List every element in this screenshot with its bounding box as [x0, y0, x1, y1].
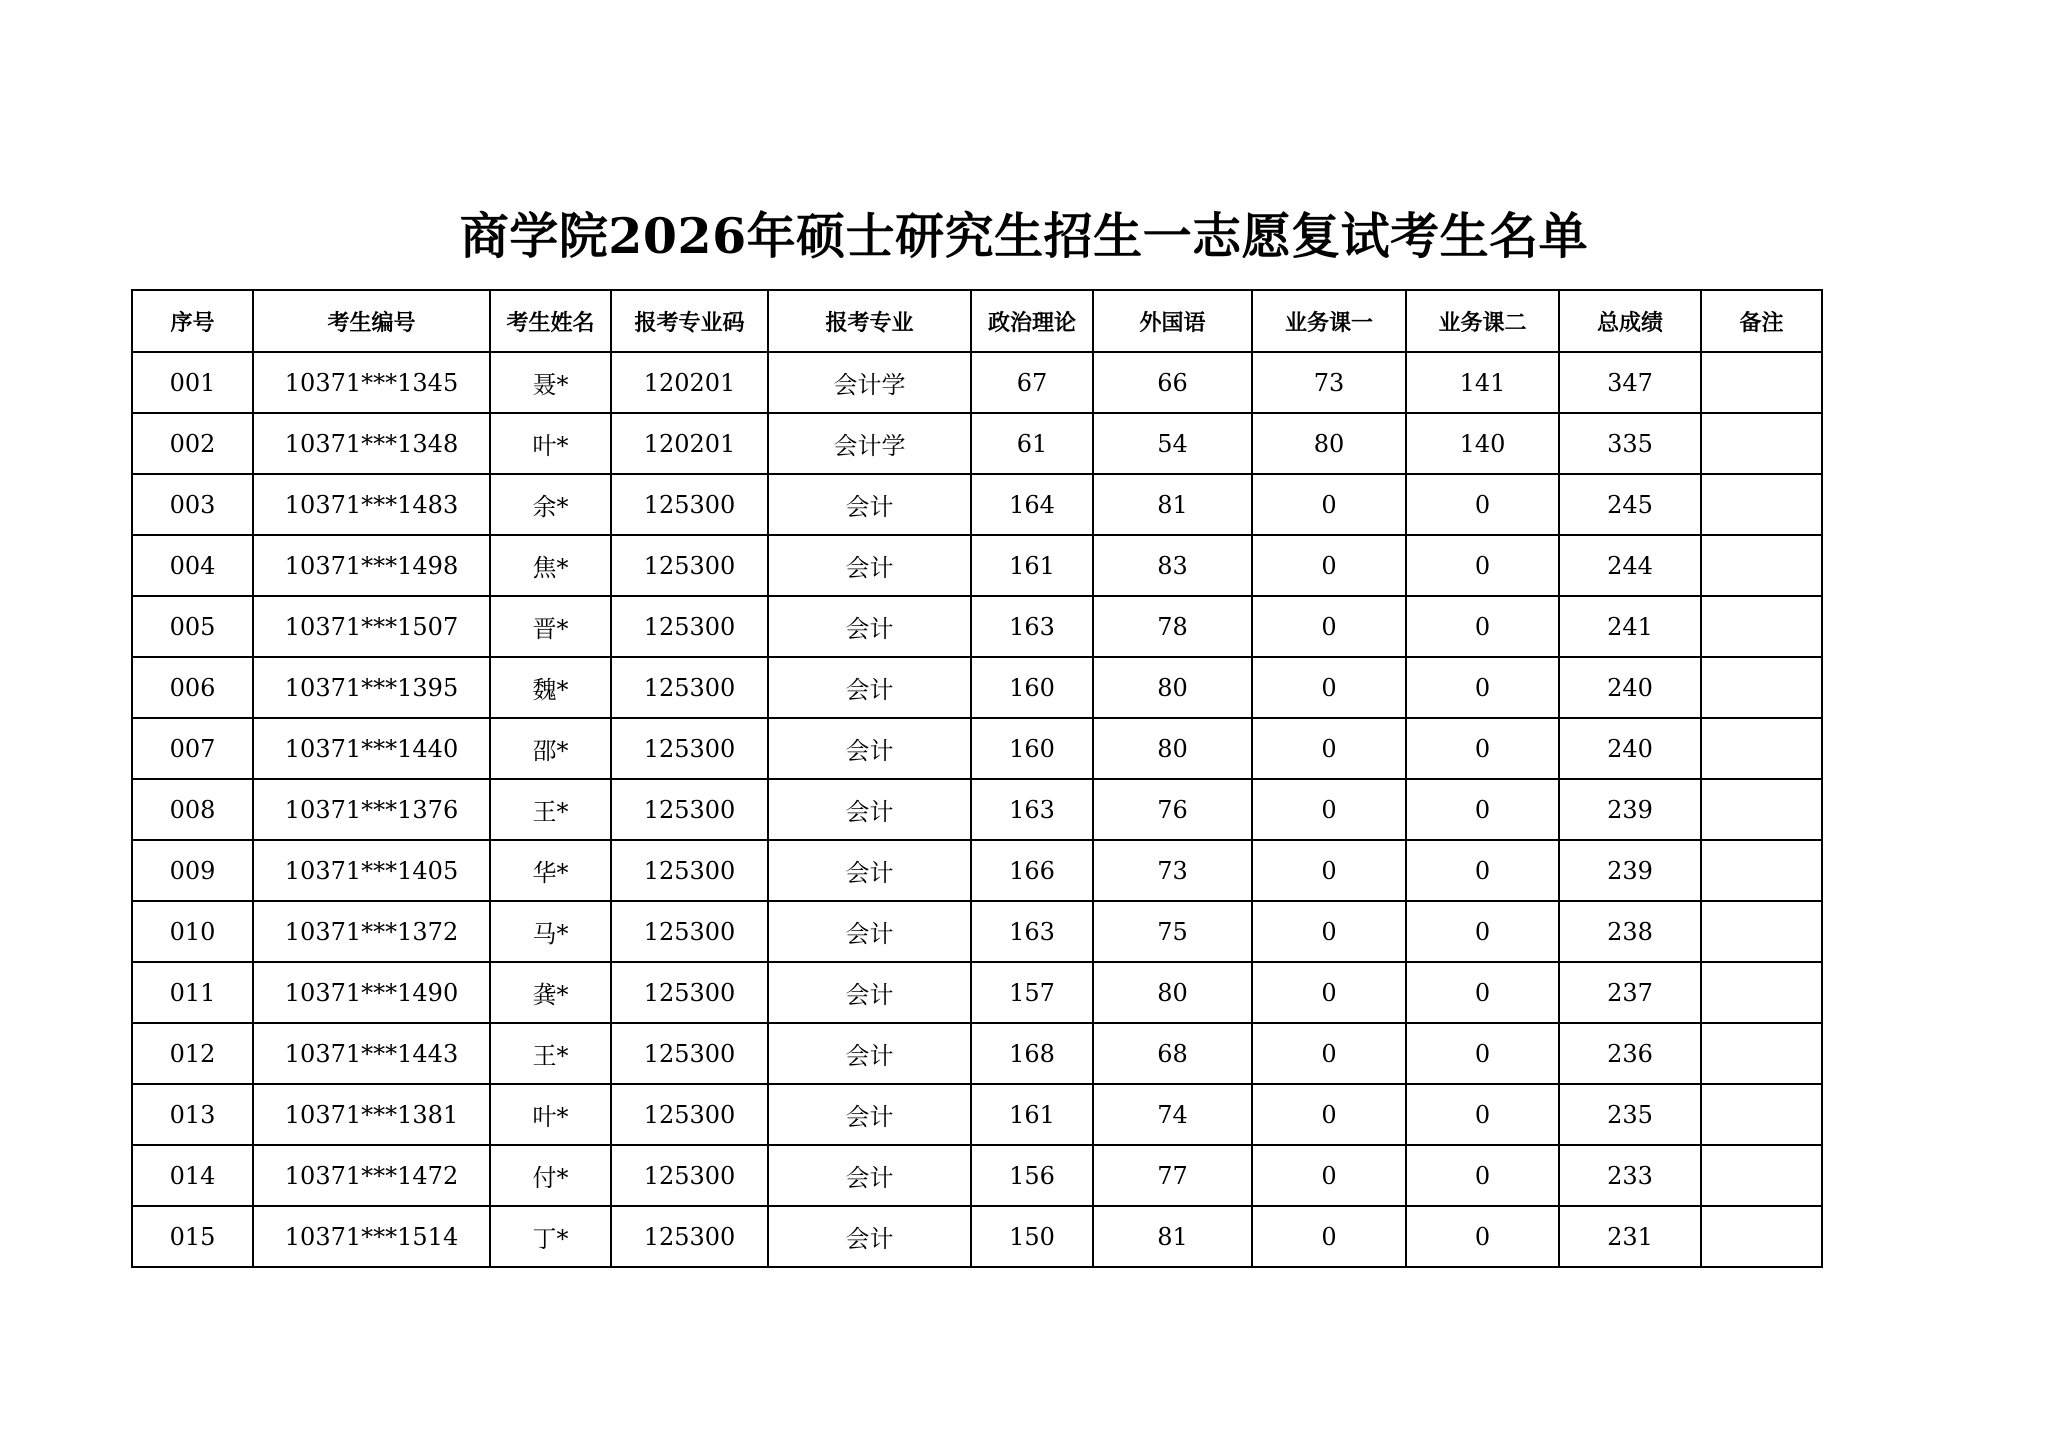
cell-seq: 006: [132, 657, 253, 718]
cell-foreign-language-score: 81: [1093, 474, 1252, 535]
cell-total-score: 244: [1559, 535, 1701, 596]
cell-foreign-language-score: 75: [1093, 901, 1252, 962]
cell-candidate-id: 10371***1372: [253, 901, 490, 962]
cell-politics-score: 157: [971, 962, 1093, 1023]
cell-candidate-id: 10371***1376: [253, 779, 490, 840]
cell-foreign-language-score: 81: [1093, 1206, 1252, 1267]
cell-candidate-name: 付*: [490, 1145, 611, 1206]
cell-major-code: 125300: [611, 1206, 768, 1267]
cell-politics-score: 163: [971, 596, 1093, 657]
cell-total-score: 241: [1559, 596, 1701, 657]
cell-subject-one-score: 0: [1252, 596, 1406, 657]
cell-major: 会计: [768, 535, 971, 596]
cell-remarks: [1701, 901, 1822, 962]
cell-foreign-language-score: 78: [1093, 596, 1252, 657]
cell-major: 会计: [768, 1145, 971, 1206]
cell-subject-two-score: 0: [1406, 535, 1559, 596]
table-row: [132, 657, 1822, 718]
cell-candidate-id: 10371***1405: [253, 840, 490, 901]
cell-major-code: 120201: [611, 413, 768, 474]
header-politics: 政治理论: [971, 290, 1093, 352]
cell-subject-one-score: 0: [1252, 901, 1406, 962]
cell-remarks: [1701, 840, 1822, 901]
cell-subject-one-score: 80: [1252, 413, 1406, 474]
cell-foreign-language-score: 76: [1093, 779, 1252, 840]
cell-candidate-name: 晋*: [490, 596, 611, 657]
cell-candidate-id: 10371***1498: [253, 535, 490, 596]
cell-major: 会计: [768, 657, 971, 718]
table-row: [132, 901, 1822, 962]
cell-politics-score: 161: [971, 1084, 1093, 1145]
cell-major-code: 125300: [611, 840, 768, 901]
cell-politics-score: 156: [971, 1145, 1093, 1206]
cell-subject-two-score: 0: [1406, 1145, 1559, 1206]
header-major: 报考专业: [768, 290, 971, 352]
cell-candidate-name: 王*: [490, 779, 611, 840]
cell-subject-two-score: 0: [1406, 1206, 1559, 1267]
header-subject-one: 业务课一: [1252, 290, 1406, 352]
cell-remarks: [1701, 779, 1822, 840]
cell-candidate-name: 华*: [490, 840, 611, 901]
cell-subject-two-score: 0: [1406, 1023, 1559, 1084]
cell-subject-one-score: 0: [1252, 657, 1406, 718]
cell-seq: 001: [132, 352, 253, 413]
cell-subject-one-score: 0: [1252, 718, 1406, 779]
table-row: [132, 596, 1822, 657]
cell-seq: 002: [132, 413, 253, 474]
cell-subject-two-score: 0: [1406, 657, 1559, 718]
cell-major: 会计: [768, 840, 971, 901]
header-seq: 序号: [132, 290, 253, 352]
cell-total-score: 239: [1559, 779, 1701, 840]
header-total-score: 总成绩: [1559, 290, 1701, 352]
cell-candidate-name: 叶*: [490, 413, 611, 474]
cell-foreign-language-score: 80: [1093, 962, 1252, 1023]
cell-major-code: 125300: [611, 657, 768, 718]
cell-politics-score: 163: [971, 901, 1093, 962]
cell-subject-one-score: 0: [1252, 1206, 1406, 1267]
cell-subject-two-score: 0: [1406, 779, 1559, 840]
cell-seq: 010: [132, 901, 253, 962]
cell-candidate-name: 余*: [490, 474, 611, 535]
cell-remarks: [1701, 962, 1822, 1023]
cell-major-code: 120201: [611, 352, 768, 413]
cell-subject-two-score: 140: [1406, 413, 1559, 474]
cell-politics-score: 61: [971, 413, 1093, 474]
table-row: [132, 779, 1822, 840]
cell-candidate-id: 10371***1348: [253, 413, 490, 474]
cell-subject-two-score: 0: [1406, 962, 1559, 1023]
cell-candidate-name: 丁*: [490, 1206, 611, 1267]
table-row: [132, 535, 1822, 596]
cell-subject-two-score: 0: [1406, 840, 1559, 901]
cell-foreign-language-score: 77: [1093, 1145, 1252, 1206]
cell-remarks: [1701, 718, 1822, 779]
cell-major: 会计学: [768, 413, 971, 474]
cell-politics-score: 163: [971, 779, 1093, 840]
cell-candidate-id: 10371***1443: [253, 1023, 490, 1084]
cell-candidate-id: 10371***1490: [253, 962, 490, 1023]
cell-major-code: 125300: [611, 1084, 768, 1145]
cell-major-code: 125300: [611, 596, 768, 657]
cell-candidate-name: 叶*: [490, 1084, 611, 1145]
cell-seq: 011: [132, 962, 253, 1023]
cell-candidate-id: 10371***1440: [253, 718, 490, 779]
cell-total-score: 347: [1559, 352, 1701, 413]
cell-major-code: 125300: [611, 1023, 768, 1084]
header-candidate-name: 考生姓名: [490, 290, 611, 352]
cell-seq: 012: [132, 1023, 253, 1084]
cell-subject-one-score: 73: [1252, 352, 1406, 413]
cell-subject-one-score: 0: [1252, 474, 1406, 535]
cell-remarks: [1701, 1023, 1822, 1084]
candidate-table: [131, 289, 1823, 1268]
cell-seq: 005: [132, 596, 253, 657]
cell-major: 会计: [768, 962, 971, 1023]
cell-candidate-name: 王*: [490, 1023, 611, 1084]
cell-remarks: [1701, 657, 1822, 718]
cell-foreign-language-score: 54: [1093, 413, 1252, 474]
cell-major: 会计: [768, 718, 971, 779]
cell-politics-score: 67: [971, 352, 1093, 413]
cell-major: 会计: [768, 901, 971, 962]
cell-major: 会计: [768, 1023, 971, 1084]
cell-seq: 008: [132, 779, 253, 840]
table-row: [132, 1145, 1822, 1206]
cell-major-code: 125300: [611, 718, 768, 779]
cell-total-score: 240: [1559, 718, 1701, 779]
table-row: [132, 352, 1822, 413]
header-candidate-id: 考生编号: [253, 290, 490, 352]
cell-subject-two-score: 0: [1406, 474, 1559, 535]
cell-total-score: 235: [1559, 1084, 1701, 1145]
table-row: [132, 413, 1822, 474]
cell-seq: 004: [132, 535, 253, 596]
cell-subject-one-score: 0: [1252, 1145, 1406, 1206]
cell-seq: 013: [132, 1084, 253, 1145]
cell-total-score: 231: [1559, 1206, 1701, 1267]
cell-subject-two-score: 141: [1406, 352, 1559, 413]
cell-subject-one-score: 0: [1252, 962, 1406, 1023]
cell-politics-score: 168: [971, 1023, 1093, 1084]
table-row: [132, 962, 1822, 1023]
cell-major: 会计学: [768, 352, 971, 413]
cell-major-code: 125300: [611, 962, 768, 1023]
cell-subject-one-score: 0: [1252, 535, 1406, 596]
cell-total-score: 236: [1559, 1023, 1701, 1084]
cell-remarks: [1701, 596, 1822, 657]
cell-candidate-id: 10371***1483: [253, 474, 490, 535]
cell-total-score: 238: [1559, 901, 1701, 962]
cell-major-code: 125300: [611, 1145, 768, 1206]
table-row: [132, 474, 1822, 535]
cell-total-score: 237: [1559, 962, 1701, 1023]
cell-remarks: [1701, 1084, 1822, 1145]
table-row: [132, 1084, 1822, 1145]
cell-major-code: 125300: [611, 779, 768, 840]
header-major-code: 报考专业码: [611, 290, 768, 352]
cell-foreign-language-score: 73: [1093, 840, 1252, 901]
table-row: [132, 840, 1822, 901]
cell-major: 会计: [768, 474, 971, 535]
cell-politics-score: 161: [971, 535, 1093, 596]
cell-foreign-language-score: 83: [1093, 535, 1252, 596]
cell-candidate-id: 10371***1381: [253, 1084, 490, 1145]
cell-remarks: [1701, 413, 1822, 474]
cell-remarks: [1701, 535, 1822, 596]
cell-total-score: 233: [1559, 1145, 1701, 1206]
cell-major: 会计: [768, 596, 971, 657]
cell-subject-two-score: 0: [1406, 596, 1559, 657]
page-title: 商学院2026年硕士研究生招生一志愿复试考生名单: [459, 207, 1589, 265]
cell-seq: 007: [132, 718, 253, 779]
cell-subject-one-score: 0: [1252, 779, 1406, 840]
header-foreign-language: 外国语: [1093, 290, 1252, 352]
cell-candidate-name: 马*: [490, 901, 611, 962]
cell-foreign-language-score: 74: [1093, 1084, 1252, 1145]
table-row: [132, 1023, 1822, 1084]
cell-foreign-language-score: 68: [1093, 1023, 1252, 1084]
cell-foreign-language-score: 80: [1093, 657, 1252, 718]
cell-remarks: [1701, 352, 1822, 413]
cell-foreign-language-score: 66: [1093, 352, 1252, 413]
cell-candidate-name: 焦*: [490, 535, 611, 596]
cell-seq: 009: [132, 840, 253, 901]
cell-seq: 015: [132, 1206, 253, 1267]
cell-remarks: [1701, 474, 1822, 535]
cell-seq: 014: [132, 1145, 253, 1206]
cell-major-code: 125300: [611, 901, 768, 962]
cell-subject-one-score: 0: [1252, 1084, 1406, 1145]
cell-foreign-language-score: 80: [1093, 718, 1252, 779]
cell-politics-score: 166: [971, 840, 1093, 901]
cell-subject-one-score: 0: [1252, 1023, 1406, 1084]
cell-remarks: [1701, 1145, 1822, 1206]
cell-candidate-name: 聂*: [490, 352, 611, 413]
cell-major: 会计: [768, 1084, 971, 1145]
cell-subject-two-score: 0: [1406, 718, 1559, 779]
cell-politics-score: 160: [971, 657, 1093, 718]
cell-total-score: 240: [1559, 657, 1701, 718]
cell-total-score: 335: [1559, 413, 1701, 474]
cell-total-score: 239: [1559, 840, 1701, 901]
cell-remarks: [1701, 1206, 1822, 1267]
table-row: [132, 1206, 1822, 1267]
cell-subject-two-score: 0: [1406, 1084, 1559, 1145]
cell-candidate-id: 10371***1514: [253, 1206, 490, 1267]
cell-candidate-name: 龚*: [490, 962, 611, 1023]
cell-candidate-name: 魏*: [490, 657, 611, 718]
cell-politics-score: 150: [971, 1206, 1093, 1267]
cell-seq: 003: [132, 474, 253, 535]
header-subject-two: 业务课二: [1406, 290, 1559, 352]
cell-subject-one-score: 0: [1252, 840, 1406, 901]
cell-major-code: 125300: [611, 535, 768, 596]
cell-total-score: 245: [1559, 474, 1701, 535]
cell-candidate-id: 10371***1395: [253, 657, 490, 718]
cell-major: 会计: [768, 779, 971, 840]
cell-major: 会计: [768, 1206, 971, 1267]
cell-subject-two-score: 0: [1406, 901, 1559, 962]
cell-politics-score: 164: [971, 474, 1093, 535]
cell-candidate-id: 10371***1345: [253, 352, 490, 413]
cell-major-code: 125300: [611, 474, 768, 535]
table-row: [132, 718, 1822, 779]
cell-candidate-name: 邵*: [490, 718, 611, 779]
table-header-row: [132, 290, 1822, 352]
cell-politics-score: 160: [971, 718, 1093, 779]
cell-candidate-id: 10371***1472: [253, 1145, 490, 1206]
header-remarks: 备注: [1701, 290, 1822, 352]
cell-candidate-id: 10371***1507: [253, 596, 490, 657]
